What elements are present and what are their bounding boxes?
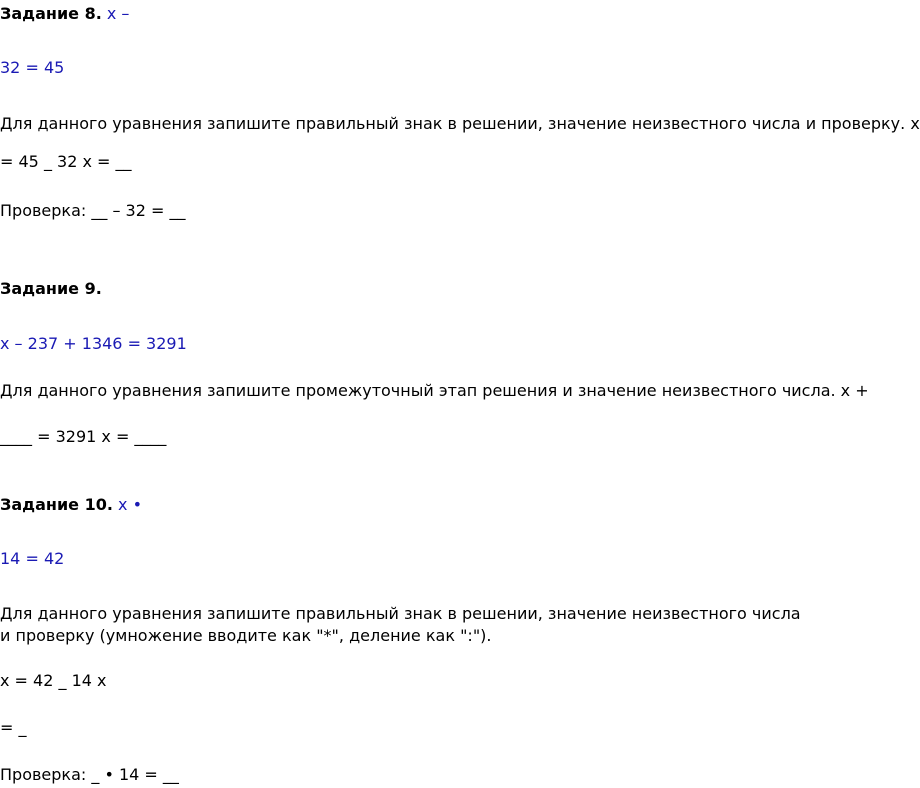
task9-answer-line: ____ = 3291 x = ____ [0, 427, 167, 446]
task9-heading: Задание 9. [0, 279, 102, 298]
task10-heading-line [0, 495, 142, 515]
task10-answer-line1: x = 42 _ 14 x [0, 671, 107, 690]
task8-answer-line: = 45 _ 32 x = __ [0, 152, 132, 171]
task10-answer-line2: = _ [0, 718, 27, 737]
task10-equation-part2: 14 = 42 [0, 549, 65, 568]
task8-instruction: Для данного уравнения запишите правильный знак в решении, значение неизвестного числа и проверку. x [0, 114, 920, 133]
task9-equation: x – 237 + 1346 = 3291 [0, 334, 187, 353]
task10-equation-part1: x • [118, 495, 143, 514]
task8-equation-part1: x – [106, 4, 130, 23]
task9-instruction: Для данного уравнения запишите промежуточный этап решения и значение неизвестного числа. x + [0, 381, 869, 400]
task10-heading: Задание 10. [0, 495, 113, 514]
task10-instruction: Для данного уравнения запишите правильный знак в решении, значение неизвестного числа и проверку (умножение вводите как "*", деление как ":"). [0, 604, 801, 645]
task8-heading: Задание 8. [0, 4, 102, 23]
task8-equation-part2: 32 = 45 [0, 58, 65, 77]
task8-check-line: Проверка: __ – 32 = __ [0, 201, 186, 220]
task10-check-line: Проверка: _ • 14 = __ [0, 765, 179, 784]
task8-heading-line [0, 4, 129, 24]
